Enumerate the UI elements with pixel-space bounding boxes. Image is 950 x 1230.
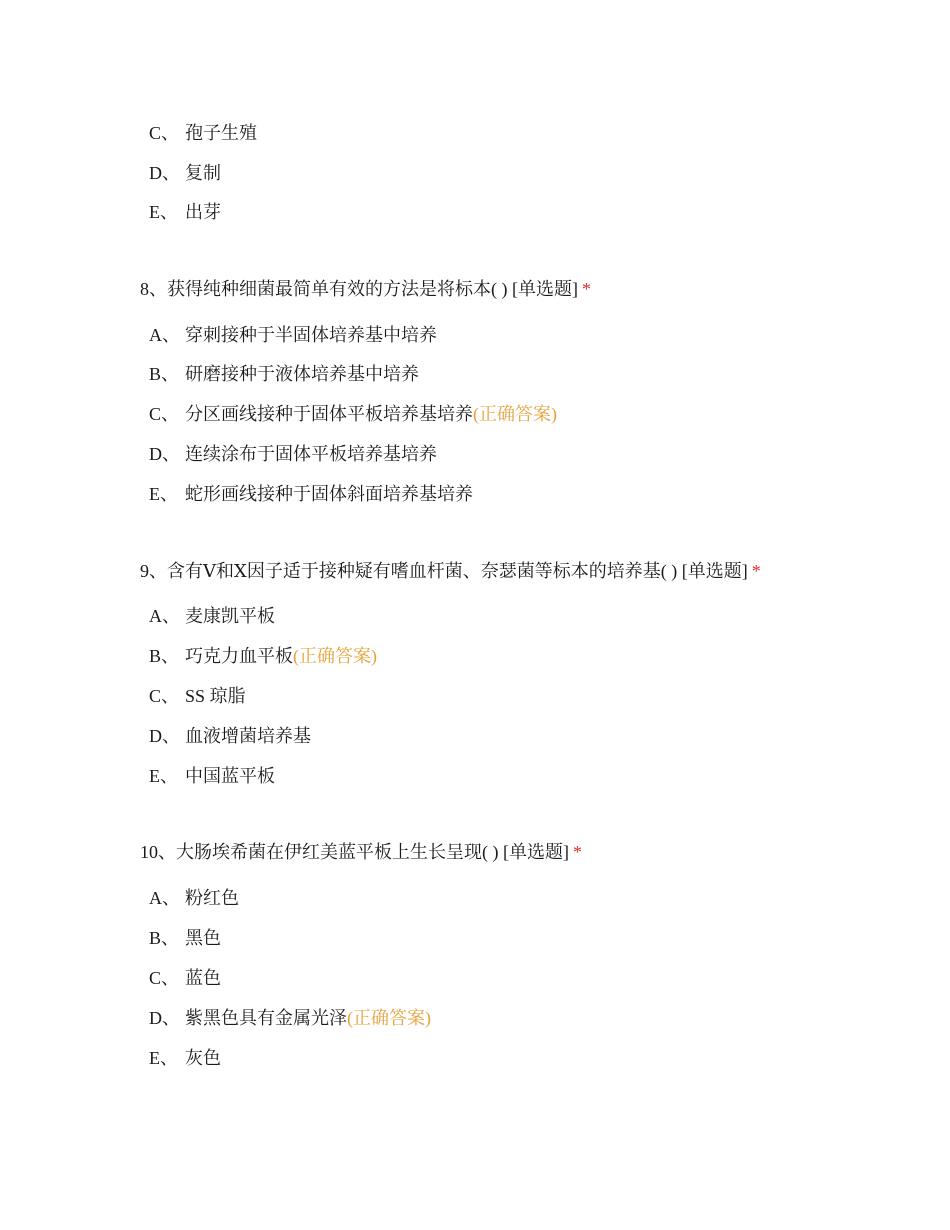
question-text: 9、含有Ⅴ和Ⅹ因子适于接种疑有嗜血杆菌、奈瑟菌等标本的培养基( ) [单选题] xyxy=(140,561,748,581)
option-item xyxy=(149,442,437,466)
option-letter: E、 xyxy=(149,766,178,786)
option-item xyxy=(149,482,473,506)
option-text: SS 琼脂 xyxy=(185,686,246,706)
option-text: 巧克力血平板 xyxy=(185,646,293,666)
option-letter: A、 xyxy=(149,325,180,345)
option-text: 蛇形画线接种于固体斜面培养基培养 xyxy=(185,484,473,504)
option-item xyxy=(149,644,377,668)
option-text: 孢子生殖 xyxy=(185,123,257,143)
option-letter: C、 xyxy=(149,404,180,424)
option-letter: B、 xyxy=(149,928,180,948)
correct-answer-tag: (正确答案) xyxy=(347,1008,431,1028)
option-letter: B、 xyxy=(149,364,180,384)
question-text: 8、获得纯种细菌最简单有效的方法是将标本( ) [单选题] xyxy=(140,279,578,299)
option-letter: E、 xyxy=(149,484,178,504)
option-text: 粉红色 xyxy=(185,888,239,908)
option-letter: C、 xyxy=(149,686,180,706)
option-text: 血液增菌培养基 xyxy=(185,726,311,746)
option-text: 穿刺接种于半固体培养基中培养 xyxy=(185,325,437,345)
option-item xyxy=(149,684,246,708)
correct-answer-tag: (正确答案) xyxy=(293,646,377,666)
option-letter: D、 xyxy=(149,163,180,183)
option-item xyxy=(149,724,311,748)
option-letter: A、 xyxy=(149,888,180,908)
option-item xyxy=(149,323,437,347)
option-text: 中国蓝平板 xyxy=(185,766,275,786)
question-text: 10、大肠埃希菌在伊红美蓝平板上生长呈现( ) [单选题] xyxy=(140,842,569,862)
option-text: 麦康凯平板 xyxy=(185,606,275,626)
option-letter: D、 xyxy=(149,444,180,464)
question-title xyxy=(140,559,761,583)
option-text: 蓝色 xyxy=(185,968,221,988)
option-letter: C、 xyxy=(149,968,180,988)
option-item xyxy=(149,604,275,628)
question-title xyxy=(140,277,591,301)
option-letter: D、 xyxy=(149,1008,180,1028)
option-text: 研磨接种于液体培养基中培养 xyxy=(185,364,419,384)
option-text: 连续涂布于固体平板培养基培养 xyxy=(185,444,437,464)
option-item xyxy=(149,886,239,910)
option-letter: A、 xyxy=(149,606,180,626)
option-text: 紫黑色具有金属光泽 xyxy=(185,1008,347,1028)
option-item xyxy=(149,926,221,950)
option-letter: B、 xyxy=(149,646,180,666)
option-item xyxy=(149,1046,221,1070)
option-text: 黑色 xyxy=(185,928,221,948)
option-item xyxy=(149,200,221,224)
option-item xyxy=(149,121,257,145)
option-item xyxy=(149,966,221,990)
option-text: 分区画线接种于固体平板培养基培养 xyxy=(185,404,473,424)
correct-answer-tag: (正确答案) xyxy=(473,404,557,424)
option-text: 复制 xyxy=(185,163,221,183)
required-star: * xyxy=(751,561,761,581)
required-star: * xyxy=(572,842,582,862)
option-letter: E、 xyxy=(149,1048,178,1068)
required-star: * xyxy=(581,279,591,299)
option-item xyxy=(149,362,419,386)
option-text: 灰色 xyxy=(185,1048,221,1068)
question-title xyxy=(140,840,582,864)
option-letter: D、 xyxy=(149,726,180,746)
option-letter: E、 xyxy=(149,202,178,222)
option-item xyxy=(149,1006,431,1030)
option-item xyxy=(149,161,221,185)
option-letter: C、 xyxy=(149,123,180,143)
option-item xyxy=(149,764,275,788)
option-text: 出芽 xyxy=(185,202,221,222)
option-item xyxy=(149,402,557,426)
